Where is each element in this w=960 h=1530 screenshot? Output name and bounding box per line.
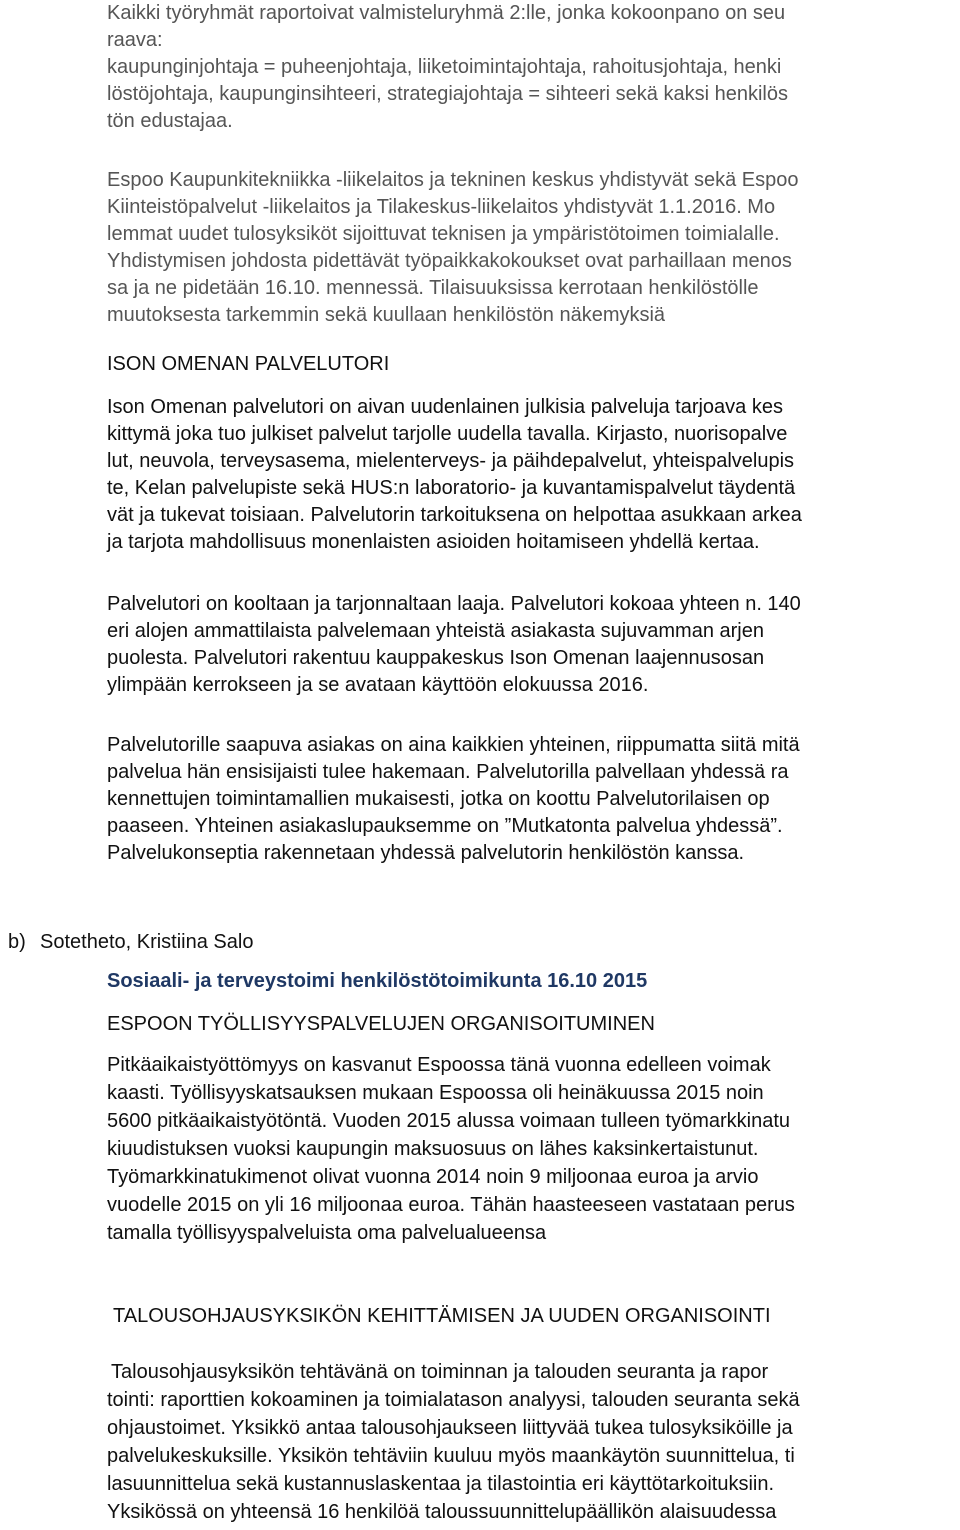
paragraph-line: puolesta. Palvelutori rakentuu kauppakeskus Ison Omenan laajennusosan	[107, 647, 765, 669]
paragraph-line: sa ja ne pidetään 16.10. mennessä. Tilaisuuksissa kerrotaan henkilöstölle	[107, 277, 759, 299]
paragraph-line: tön edustajaa.	[107, 110, 233, 132]
paragraph-line: Pitkäaikaistyöttömyys on kasvanut Espoossa tänä vuonna edelleen voimak	[107, 1054, 771, 1076]
paragraph-line: kaupunginjohtaja = puheenjohtaja, liiketoimintajohtaja, rahoitusjohtaja, henki	[107, 56, 782, 78]
paragraph-line: palvelukeskuksille. Yksikön tehtäviin kuuluu myös maankäytön suunnittelua, ti	[107, 1445, 795, 1467]
paragraph-line: tointi: raporttien kokoaminen ja toimialatason analyysi, talouden seuranta sekä	[107, 1389, 800, 1411]
paragraph-line: muutoksesta tarkemmin sekä kuullaan henkilöstön näkemyksiä	[107, 304, 666, 326]
paragraph-line: Yhdistymisen johdosta pidettävät työpaikkakokoukset ovat parhaillaan menos	[107, 250, 792, 272]
paragraph-line: Ison Omenan palvelutori on aivan uudenlainen julkisia palveluja tarjoava kes	[107, 396, 783, 418]
paragraph-line: eri alojen ammattilaista palvelemaan yhteistä asiakasta sujuvamman arjen	[107, 620, 764, 642]
paragraph-line: Talousohjausyksikön tehtävänä on toiminnan ja talouden seuranta ja rapor	[111, 1361, 769, 1383]
paragraph-line: raava:	[107, 29, 163, 51]
paragraph-line: Palvelutorille saapuva asiakas on aina kaikkien yhteinen, riippumatta siitä mitä	[107, 734, 800, 756]
paragraph-line: kiuudistuksen vuoksi kaupungin maksuosuus on lähes kaksinkertaistunut.	[107, 1138, 759, 1160]
paragraph-line: vuodelle 2015 on yli 16 miljoonaa euroa. Tähän haasteeseen vastataan perus	[107, 1194, 795, 1216]
paragraph-line: Palvelutori on kooltaan ja tarjonnaltaan laaja. Palvelutori kokoaa yhteen n. 140	[107, 593, 801, 615]
paragraph-line: lasuunnittelua sekä kustannuslaskentaa ja tilastointia eri käyttötarkoituksiin.	[107, 1473, 775, 1495]
paragraph-line: ylimpään kerrokseen ja se avataan käyttöön elokuussa 2016.	[107, 674, 649, 696]
paragraph-line: kennettujen toimintamallien mukaisesti, jotka on koottu Palvelutorilaisen op	[107, 788, 770, 810]
paragraph-line: Työmarkkinatukimenot olivat vuonna 2014 noin 9 miljoonaa euroa ja arvio	[107, 1166, 759, 1188]
paragraph-line: kaasti. Työllisyyskatsauksen mukaan Espoossa oli heinäkuussa 2015 noin	[107, 1082, 764, 1104]
paragraph-line: Palvelukonseptia rakennetaan yhdessä palvelutorin henkilöstön kanssa.	[107, 842, 745, 864]
list-marker: b)	[8, 931, 26, 953]
paragraph-line: palvelua hän ensisijaisti tulee hakemaan. Palvelutorilla palvellaan yhdessä ra	[107, 761, 789, 783]
subsection-title: Sotetheto, Kristiina Salo	[40, 931, 254, 953]
section-heading: TALOUSOHJAUSYKSIKÖN KEHITTÄMISEN JA UUDEN ORGANISOINTI	[113, 1305, 771, 1327]
paragraph-line: tamalla työllisyyspalveluista oma palvelualueensa	[107, 1222, 547, 1244]
paragraph-line: vät ja tukevat toisiaan. Palvelutorin tarkoituksena on helpottaa asukkaan arkea	[107, 504, 802, 526]
paragraph-line: ohjaustoimet. Yksikkö antaa talousohjaukseen liittyvää tukea tulosyksiköille ja	[107, 1417, 793, 1439]
committee-title: Sosiaali- ja terveystoimi henkilöstötoimikunta 16.10 2015	[107, 970, 648, 992]
paragraph-line: Kaikki työryhmät raportoivat valmisteluryhmä 2:lle, jonka kokoonpano on seu	[107, 2, 786, 24]
paragraph-line: Kiinteistöpalvelut -liikelaitos ja Tilakeskus-liikelaitos yhdistyvät 1.1.2016. Mo	[107, 196, 776, 218]
paragraph-line: lemmat uudet tulosyksiköt sijoittuvat teknisen ja ympäristötoimen toimialalle.	[107, 223, 780, 245]
paragraph-line: paaseen. Yhteinen asiakaslupauksemme on ”Mutkatonta palvelua yhdessä”.	[107, 815, 783, 837]
section-heading: ISON OMENAN PALVELUTORI	[107, 353, 390, 375]
paragraph-line: ja tarjota mahdollisuus monenlaisten asioiden hoitamiseen yhdellä kertaa.	[107, 531, 760, 553]
paragraph-line: Yksikössä on yhteensä 16 henkilöä taloussuunnittelupäällikön alaisuudessa	[107, 1501, 777, 1523]
paragraph-line: lut, neuvola, terveysasema, mielenterveys- ja päihdepalvelut, yhteispalvelupis	[107, 450, 795, 472]
section-heading: ESPOON TYÖLLISYYSPALVELUJEN ORGANISOITUMINEN	[107, 1013, 655, 1035]
paragraph-line: 5600 pitkäaikaistyötöntä. Vuoden 2015 alussa voimaan tulleen työmarkkinatu	[107, 1110, 791, 1132]
paragraph-line: te, Kelan palvelupiste sekä HUS:n laboratorio- ja kuvantamispalvelut täydentä	[107, 477, 796, 499]
paragraph-line: löstöjohtaja, kaupunginsihteeri, strategiajohtaja = sihteeri sekä kaksi henkilös	[107, 83, 788, 105]
paragraph-line: Espoo Kaupunkitekniikka -liikelaitos ja tekninen keskus yhdistyvät sekä Espoo	[107, 169, 799, 191]
paragraph-line: kittymä joka tuo julkiset palvelut tarjolle uudella tavalla. Kirjasto, nuorisopalve	[107, 423, 788, 445]
